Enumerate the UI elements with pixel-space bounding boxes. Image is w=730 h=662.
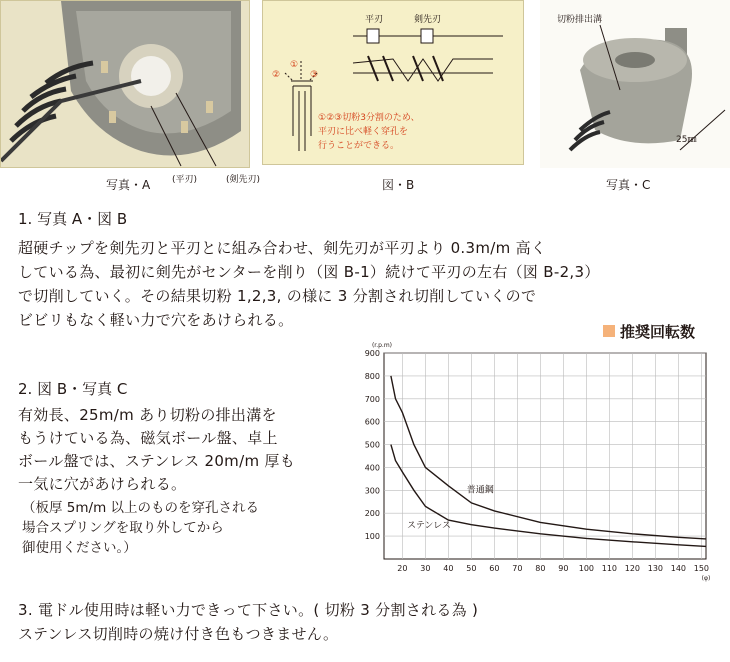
chart-x-tick-label: 130 xyxy=(647,564,664,573)
figure-b-label-tip: 剣先刃 xyxy=(414,15,442,25)
chart-y-tick-label: 500 xyxy=(364,440,380,450)
chart-series-label: ステンレス xyxy=(407,521,451,532)
chart-x-tick-label: 140 xyxy=(670,564,687,573)
chart-x-tick-label: 100 xyxy=(578,564,595,573)
chart-series-label: 普通鋼 xyxy=(466,485,494,496)
section-2-line: 一気に穴があけられる。 xyxy=(18,475,187,493)
figure-b-label-flat: 平刃 xyxy=(365,15,384,25)
chart-x-tick-label: 110 xyxy=(601,564,618,573)
section-2-note-line: 御使用ください。） xyxy=(22,540,137,556)
chart-y-axis-label: (r.p.m) xyxy=(371,342,393,349)
chart-x-tick-label: 80 xyxy=(535,564,546,573)
photo-c-image xyxy=(540,0,730,168)
chart-x-axis-label: (φ) xyxy=(701,575,711,582)
chart-y-tick-label: 800 xyxy=(364,371,380,381)
photo-a-image xyxy=(1,1,249,167)
photo-c-panel xyxy=(540,0,730,168)
rpm-chart xyxy=(350,335,720,585)
chart-y-tick-label: 300 xyxy=(364,486,380,496)
chart-x-tick-label: 20 xyxy=(397,564,408,573)
section-1-line: 超硬チップを剣先刃と平刃とに組み合わせ、剣先刃が平刃より 0.3m/m 高く xyxy=(18,239,547,257)
section-2-note-line: （板厚 5m/m 以上のものを穿孔される xyxy=(22,500,260,516)
figure-b-num-2: ② xyxy=(272,70,281,80)
photo-a-label-flat: (平刃) xyxy=(172,175,198,185)
photo-c-dimension: 25㎜ xyxy=(676,135,697,145)
section-2-line: ボール盤では、ステンレス 20m/m 厚も xyxy=(18,452,296,470)
section-2-heading: 2. 図 B・写真 C xyxy=(18,380,128,398)
figure-b-note-line-3: 行うことができる。 xyxy=(318,141,400,151)
chart-x-tick-label: 70 xyxy=(512,564,523,573)
section-2-note-line: 場合スプリングを取り外してから xyxy=(22,520,224,536)
section-1-line: している為、最初に剣先がセンターを削り（図 B-1）続けて平刃の左右（図 B-2,3） xyxy=(18,263,600,281)
chart-y-tick-label: 600 xyxy=(364,417,380,427)
section-2-line: 有効長、25m/m あり切粉の排出溝を xyxy=(18,406,277,424)
figure-b-caption: 図・B xyxy=(382,178,415,192)
chart-x-tick-label: 90 xyxy=(558,564,569,573)
section-1-line: ビビリもなく軽い力で穴をあけられる。 xyxy=(18,311,294,329)
chart-legend-label: 推奨回転数 xyxy=(620,323,696,341)
chart-x-tick-label: 30 xyxy=(420,564,431,573)
chart-x-tick-label: 150 xyxy=(693,564,710,573)
chart-x-tick-label: 120 xyxy=(624,564,641,573)
chart-y-tick-label: 400 xyxy=(364,463,380,473)
photo-a-caption: 写真・A xyxy=(106,178,151,192)
photo-c-label-groove: 切粉排出溝 xyxy=(557,15,603,25)
section-1-heading: 1. 写真 A・図 B xyxy=(18,210,128,228)
figure-b-note-line-1: ①②③切粉3分割のため、 xyxy=(318,113,420,123)
chart-y-tick-label: 200 xyxy=(364,509,380,519)
photo-a-label-tip: (剣先刃) xyxy=(226,175,261,185)
chart-y-tick-label: 100 xyxy=(364,532,380,542)
photo-c-caption: 写真・C xyxy=(606,178,651,192)
chart-x-tick-label: 50 xyxy=(466,564,477,573)
section-1-line: で切削していく。その結果切粉 1,2,3, の様に 3 分割され切削していくので xyxy=(18,287,537,305)
section-2-line: もうけている為、磁気ボール盤、卓上 xyxy=(18,429,278,447)
section-3-line: ステンレス切削時の焼け付き色もつきません。 xyxy=(18,625,339,643)
chart-y-tick-label: 700 xyxy=(364,394,380,404)
figure-b-note-line-2: 平刃に比べ軽く穿孔を xyxy=(318,127,409,137)
chart-y-tick-label: 900 xyxy=(364,349,380,358)
section-3-line: 3. 電ドル使用時は軽い力できって下さい。( 切粉 3 分割される為 ) xyxy=(18,601,479,619)
chart-x-tick-label: 40 xyxy=(443,564,454,573)
photo-a-panel xyxy=(0,0,250,168)
chart-x-tick-label: 60 xyxy=(489,564,500,573)
figure-b-num-3: ③ xyxy=(310,70,319,80)
figure-b-num-1: ① xyxy=(290,60,299,70)
